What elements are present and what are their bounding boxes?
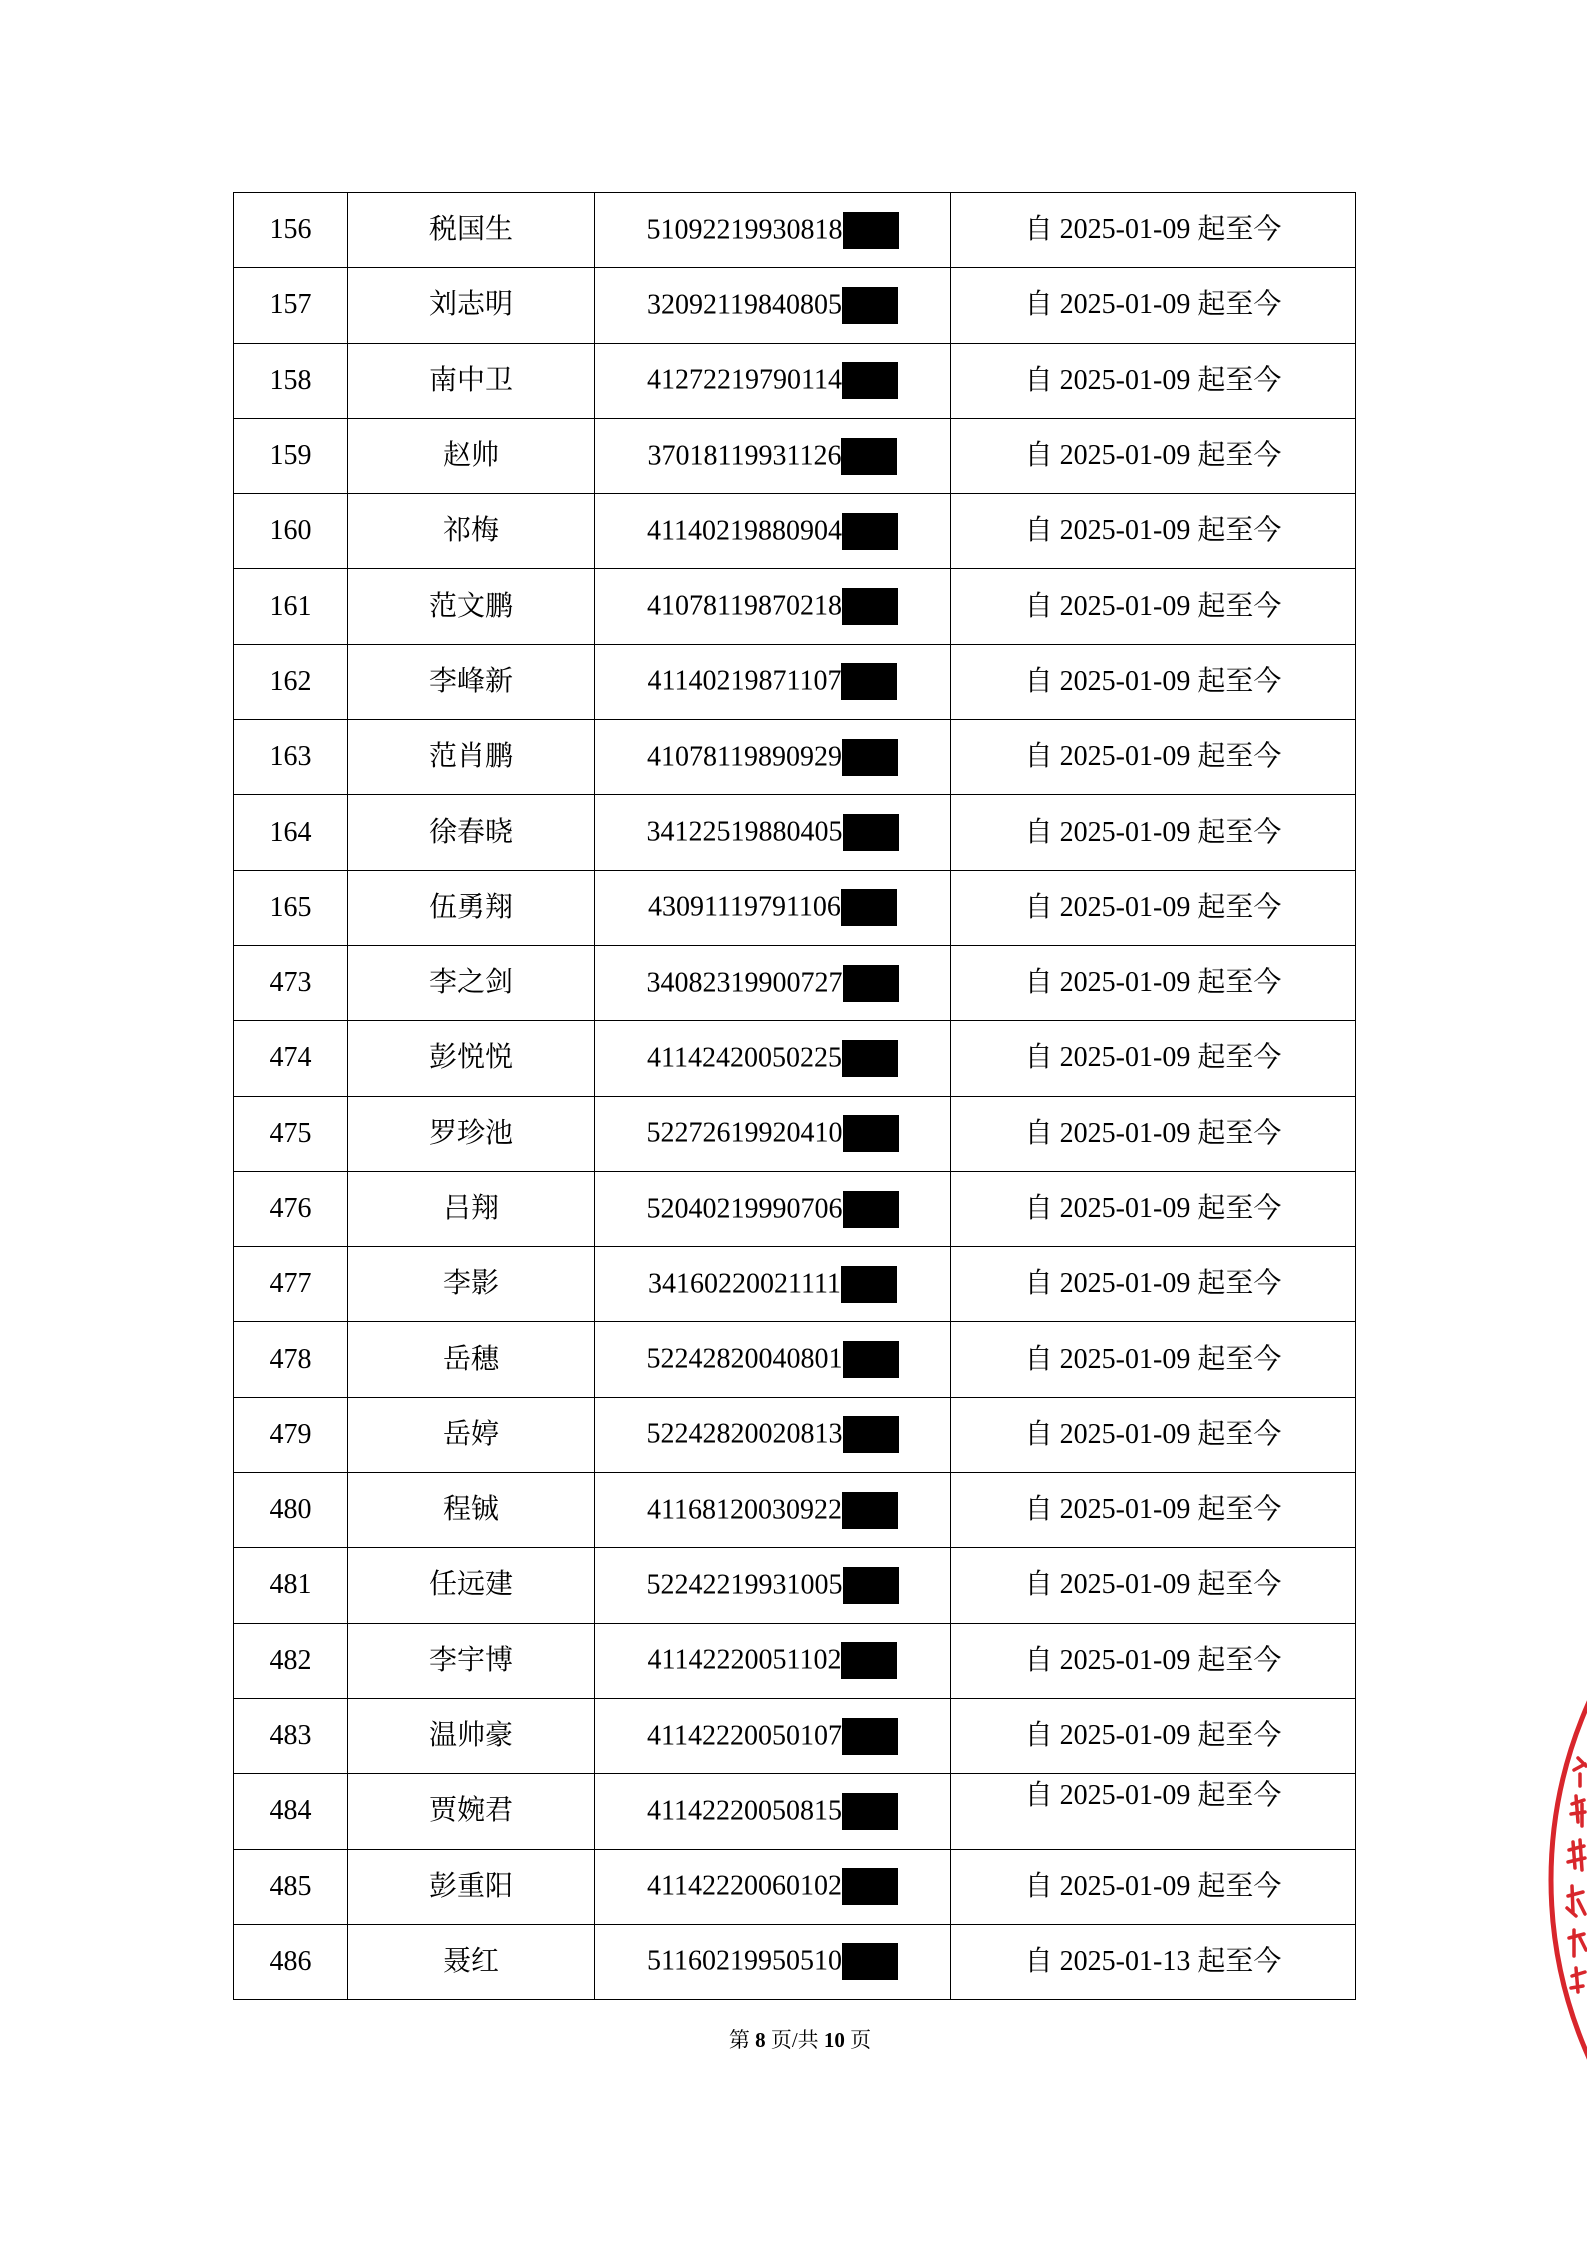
id-number-text: 52242820020813 xyxy=(646,1418,843,1450)
redaction-block xyxy=(843,1416,899,1453)
redaction-block xyxy=(842,287,898,324)
name-cell: 范肖鹏 xyxy=(348,720,595,795)
page-label-suffix: 页 xyxy=(850,2028,872,2052)
date-range-cell: 自 2025-01-09 起至今 xyxy=(951,1473,1356,1548)
redaction-block xyxy=(842,1868,898,1905)
id-number-cell xyxy=(595,1096,951,1171)
name-cell: 李峰新 xyxy=(348,644,595,719)
table-row xyxy=(234,1698,1356,1773)
id-number-cell xyxy=(595,1322,951,1397)
table-row xyxy=(234,1397,1356,1472)
redaction-block xyxy=(842,1040,898,1077)
row-number-cell: 164 xyxy=(234,795,348,870)
row-number-cell: 482 xyxy=(234,1623,348,1698)
name-cell: 程铖 xyxy=(348,1473,595,1548)
id-number-cell xyxy=(595,945,951,1020)
name-cell: 温帅豪 xyxy=(348,1698,595,1773)
redaction-block xyxy=(842,362,898,399)
table-row xyxy=(234,1322,1356,1397)
id-number-cell xyxy=(595,644,951,719)
name-cell: 罗珍池 xyxy=(348,1096,595,1171)
seal-stamp xyxy=(1538,1700,1587,2060)
date-range-cell: 自 2025-01-09 起至今 xyxy=(951,268,1356,343)
redaction-block xyxy=(843,814,899,851)
row-number-cell: 484 xyxy=(234,1774,348,1849)
date-range-cell: 自 2025-01-09 起至今 xyxy=(951,1548,1356,1623)
table-row xyxy=(234,720,1356,795)
date-range-cell: 自 2025-01-09 起至今 xyxy=(951,870,1356,945)
row-number-cell: 473 xyxy=(234,945,348,1020)
id-number-text: 41168120030922 xyxy=(647,1494,842,1526)
page-footer xyxy=(0,2028,1587,2053)
id-number-cell xyxy=(595,1924,951,1999)
table-row xyxy=(234,795,1356,870)
id-number-text: 41078119890929 xyxy=(647,741,842,773)
row-number-cell: 479 xyxy=(234,1397,348,1472)
redaction-block xyxy=(841,438,897,475)
row-number-cell: 474 xyxy=(234,1021,348,1096)
table-row xyxy=(234,1171,1356,1246)
date-range-cell: 自 2025-01-09 起至今 xyxy=(951,569,1356,644)
table-row xyxy=(234,343,1356,418)
redaction-block xyxy=(841,1642,897,1679)
id-number-text: 34160220021111 xyxy=(648,1268,841,1300)
redaction-block xyxy=(841,1266,897,1303)
table-row xyxy=(234,1623,1356,1698)
name-cell: 任远建 xyxy=(348,1548,595,1623)
id-number-cell xyxy=(595,720,951,795)
id-number-text: 52242820040801 xyxy=(646,1343,843,1375)
table-row xyxy=(234,1548,1356,1623)
date-range-cell: 自 2025-01-09 起至今 xyxy=(951,1397,1356,1472)
table-row xyxy=(234,870,1356,945)
id-number-cell xyxy=(595,1247,951,1322)
id-number-text: 52040219990706 xyxy=(646,1193,843,1224)
id-number-cell xyxy=(595,418,951,493)
date-range-cell: 自 2025-01-09 起至今 xyxy=(951,1322,1356,1397)
id-number-text: 51092219930818 xyxy=(646,214,843,246)
redaction-block xyxy=(842,1793,898,1830)
redaction-block xyxy=(843,212,899,249)
id-number-text: 41140219871107 xyxy=(647,665,842,697)
date-range-cell: 自 2025-01-09 起至今 xyxy=(951,193,1356,268)
name-cell: 彭重阳 xyxy=(348,1849,595,1924)
name-cell: 范文鹏 xyxy=(348,569,595,644)
seal-stamp-graphic xyxy=(1538,1700,1587,2060)
redaction-block xyxy=(842,1943,898,1980)
row-number-cell: 158 xyxy=(234,343,348,418)
table-row xyxy=(234,644,1356,719)
id-number-text: 52242219931005 xyxy=(646,1569,843,1601)
id-number-text: 34122519880405 xyxy=(646,816,843,848)
table-row xyxy=(234,1774,1356,1849)
row-number-cell: 476 xyxy=(234,1171,348,1246)
redaction-block xyxy=(842,1492,898,1529)
id-number-cell xyxy=(595,193,951,268)
id-number-text: 37018119931126 xyxy=(647,440,842,472)
table-row xyxy=(234,1247,1356,1322)
id-number-cell xyxy=(595,1698,951,1773)
table-row xyxy=(234,494,1356,569)
row-number-cell: 161 xyxy=(234,569,348,644)
name-cell: 祁梅 xyxy=(348,494,595,569)
redaction-block xyxy=(843,1567,899,1604)
date-range-cell: 自 2025-01-13 起至今 xyxy=(951,1924,1356,1999)
redaction-block xyxy=(841,663,897,700)
id-number-text: 32092119840805 xyxy=(647,289,842,321)
seal-outer-ring xyxy=(1551,1700,1587,2060)
table-row xyxy=(234,1021,1356,1096)
table-row xyxy=(234,1096,1356,1171)
id-number-cell xyxy=(595,1774,951,1849)
name-cell: 聂红 xyxy=(348,1924,595,1999)
date-range-cell: 自 2025-01-09 起至今 xyxy=(951,418,1356,493)
row-number-cell: 156 xyxy=(234,193,348,268)
id-number-cell xyxy=(595,569,951,644)
table-row xyxy=(234,945,1356,1020)
date-range-cell: 自 2025-01-09 起至今 xyxy=(951,1021,1356,1096)
name-cell: 李宇博 xyxy=(348,1623,595,1698)
name-cell: 贾婉君 xyxy=(348,1774,595,1849)
date-range-cell: 自 2025-01-09 起至今 xyxy=(951,494,1356,569)
row-number-cell: 486 xyxy=(234,1924,348,1999)
name-cell: 岳穗 xyxy=(348,1322,595,1397)
roster-table xyxy=(233,192,1356,2000)
row-number-cell: 163 xyxy=(234,720,348,795)
date-range-cell: 自 2025-01-09 起至今 xyxy=(951,1849,1356,1924)
table-row xyxy=(234,418,1356,493)
id-number-text: 43091119791106 xyxy=(648,891,841,923)
name-cell: 伍勇翔 xyxy=(348,870,595,945)
redaction-block xyxy=(843,965,899,1002)
id-number-text: 41142420050225 xyxy=(647,1042,842,1074)
date-range-cell: 自 2025-01-09 起至今 xyxy=(951,1623,1356,1698)
id-number-cell xyxy=(595,268,951,343)
table-row xyxy=(234,193,1356,268)
name-cell: 吕翔 xyxy=(348,1171,595,1246)
redaction-block xyxy=(843,1115,899,1152)
id-number-text: 41142220051102 xyxy=(647,1644,842,1676)
id-number-text: 41272219790114 xyxy=(647,364,842,396)
seal-character-fragments xyxy=(1567,1758,1586,1992)
table-row xyxy=(234,268,1356,343)
id-number-cell xyxy=(595,1548,951,1623)
id-number-cell xyxy=(595,1021,951,1096)
row-number-cell: 485 xyxy=(234,1849,348,1924)
row-number-cell: 483 xyxy=(234,1698,348,1773)
id-number-text: 52272619920410 xyxy=(646,1117,843,1149)
date-range-cell: 自 2025-01-09 起至今 xyxy=(951,945,1356,1020)
table-row xyxy=(234,569,1356,644)
id-number-cell xyxy=(595,795,951,870)
date-range-cell: 自 2025-01-09 起至今 xyxy=(951,795,1356,870)
row-number-cell: 477 xyxy=(234,1247,348,1322)
name-cell: 赵帅 xyxy=(348,418,595,493)
current-page-number: 8 xyxy=(755,2028,766,2052)
redaction-block xyxy=(842,739,898,776)
id-number-cell xyxy=(595,1849,951,1924)
id-number-text: 34082319900727 xyxy=(646,967,843,999)
id-number-cell xyxy=(595,343,951,418)
name-cell: 刘志明 xyxy=(348,268,595,343)
table-row xyxy=(234,1924,1356,1999)
row-number-cell: 160 xyxy=(234,494,348,569)
row-number-cell: 165 xyxy=(234,870,348,945)
id-number-text: 41140219880904 xyxy=(647,515,842,547)
id-number-cell xyxy=(595,1171,951,1246)
id-number-cell xyxy=(595,1623,951,1698)
row-number-cell: 475 xyxy=(234,1096,348,1171)
id-number-text: 41142220050815 xyxy=(647,1795,842,1827)
row-number-cell: 162 xyxy=(234,644,348,719)
date-range-cell: 自 2025-01-09 起至今 xyxy=(951,343,1356,418)
redaction-block xyxy=(841,889,897,926)
row-number-cell: 481 xyxy=(234,1548,348,1623)
id-number-cell xyxy=(595,494,951,569)
redaction-block xyxy=(842,513,898,550)
date-range-cell: 自 2025-01-09 起至今 xyxy=(951,1247,1356,1322)
table-row xyxy=(234,1473,1356,1548)
row-number-cell: 157 xyxy=(234,268,348,343)
name-cell: 徐春晓 xyxy=(348,795,595,870)
name-cell: 李之剑 xyxy=(348,945,595,1020)
page-label-middle: 页/共 xyxy=(770,2028,819,2052)
date-range-cell: 自 2025-01-09 起至今 xyxy=(951,1096,1356,1171)
redaction-block xyxy=(842,588,898,625)
id-number-text: 41142220050107 xyxy=(647,1720,842,1752)
name-cell: 南中卫 xyxy=(348,343,595,418)
redaction-block xyxy=(842,1718,898,1755)
total-pages-number: 10 xyxy=(823,2028,845,2052)
id-number-cell xyxy=(595,1473,951,1548)
row-number-cell: 478 xyxy=(234,1322,348,1397)
row-number-cell: 480 xyxy=(234,1473,348,1548)
redaction-block xyxy=(843,1191,899,1228)
name-cell: 岳婷 xyxy=(348,1397,595,1472)
name-cell: 彭悦悦 xyxy=(348,1021,595,1096)
id-number-text: 41142220060102 xyxy=(647,1870,842,1902)
date-range-cell: 自 2025-01-09 起至今 xyxy=(951,1171,1356,1246)
id-number-text: 41078119870218 xyxy=(647,590,842,622)
name-cell: 税国生 xyxy=(348,193,595,268)
date-range-cell: 自 2025-01-09 起至今 xyxy=(951,1698,1356,1773)
date-range-cell: 自 2025-01-09 起至今 xyxy=(951,720,1356,795)
id-number-cell xyxy=(595,1397,951,1472)
table-row xyxy=(234,1849,1356,1924)
date-range-cell: 自 2025-01-09 起至今 xyxy=(951,1774,1356,1849)
redaction-block xyxy=(843,1341,899,1378)
id-number-cell xyxy=(595,870,951,945)
name-cell: 李影 xyxy=(348,1247,595,1322)
roster-table-body xyxy=(234,193,1356,2000)
page-label-prefix: 第 xyxy=(728,2028,750,2052)
id-number-text: 51160219950510 xyxy=(647,1945,842,1977)
row-number-cell: 159 xyxy=(234,418,348,493)
date-range-cell: 自 2025-01-09 起至今 xyxy=(951,644,1356,719)
